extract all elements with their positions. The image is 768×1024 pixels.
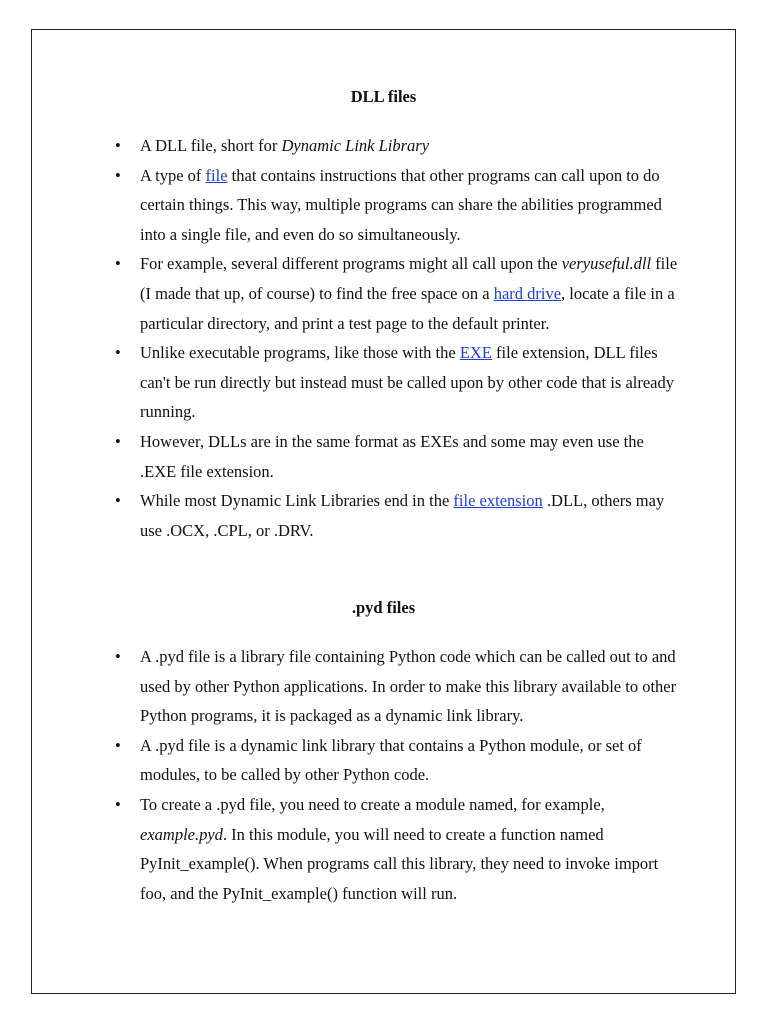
list-item: [32, 790, 735, 908]
section-title-dll: DLL files: [350, 87, 417, 106]
item-text: Unlike executable programs, like those with the: [140, 343, 460, 363]
link-hard-drive[interactable]: hard drive: [493, 283, 562, 303]
item-text: A DLL file, short for: [140, 136, 282, 155]
item-text: While most Dynamic Link Libraries end in the: [140, 491, 454, 511]
link-file-extension[interactable]: file extension: [453, 491, 543, 511]
item-text: that contains instructions that other programs can call upon to do certain things. This way, multiple programs can share the abilities programmed into a single file, and even do so simultaneously.: [140, 165, 662, 244]
item-text: A .pyd file is a dynamic link library that contains a Python module, or set of modules, to be called by other Python code.: [140, 735, 642, 785]
bullet-icon: •: [115, 735, 121, 755]
link-file[interactable]: file: [205, 165, 228, 185]
list-item: [32, 731, 735, 790]
list-item: [32, 486, 735, 545]
item-text: , locate a file in a particular directory, and print a test page to the default printer.: [140, 283, 675, 333]
item-text: A .pyd file is a library file containing Python code which can be called out to and used by other Python applications. In order to make this library available to other Python programs, it is packaged as a dynamic link library.: [140, 647, 677, 726]
bullet-icon: •: [115, 254, 121, 274]
bullet-icon: •: [115, 431, 121, 451]
list-item: [32, 131, 735, 161]
item-text: .DLL, others may use .OCX, .CPL, or .DRV.: [140, 491, 665, 540]
bullet-icon: •: [115, 165, 121, 185]
list-item: [32, 642, 735, 731]
item-emphasis: example.pyd: [140, 824, 223, 844]
item-text: For example, several different programs might all call upon the: [140, 254, 562, 274]
item-text: A type of: [140, 165, 206, 185]
bullet-icon: •: [115, 491, 121, 511]
item-text: file extension, DLL files can't be run directly but instead must be called upon by other code that is already running.: [140, 343, 675, 422]
list-item: [32, 249, 735, 338]
bullet-icon: •: [115, 794, 121, 814]
item-text: . In this module, you will need to create a function named PyInit_example(). When programs call this library, they need to invoke import foo, and the PyInit_example() function will run.: [140, 824, 659, 903]
list-item: [32, 161, 735, 250]
bullet-icon: •: [115, 343, 121, 363]
bullet-icon: •: [115, 136, 121, 155]
pyd-bullet-list: [32, 642, 735, 908]
item-emphasis: veryuseful.dll: [561, 254, 652, 274]
item-text: However, DLLs are in the same format as EXEs and some may even use the .EXE file extension.: [140, 431, 644, 481]
item-text: file (I made that up, of course) to find the free space on a: [140, 254, 678, 303]
list-item: [32, 338, 735, 427]
list-item: [32, 427, 735, 486]
bullet-icon: •: [115, 647, 121, 666]
dll-bullet-list: [32, 131, 735, 545]
section-title-pyd: .pyd files: [351, 598, 416, 617]
item-text: To create a .pyd file, you need to create a module named, for example,: [140, 794, 605, 814]
document-page: [31, 29, 736, 994]
item-emphasis: Dynamic Link Library: [281, 136, 430, 155]
link-exe[interactable]: EXE: [459, 343, 492, 363]
